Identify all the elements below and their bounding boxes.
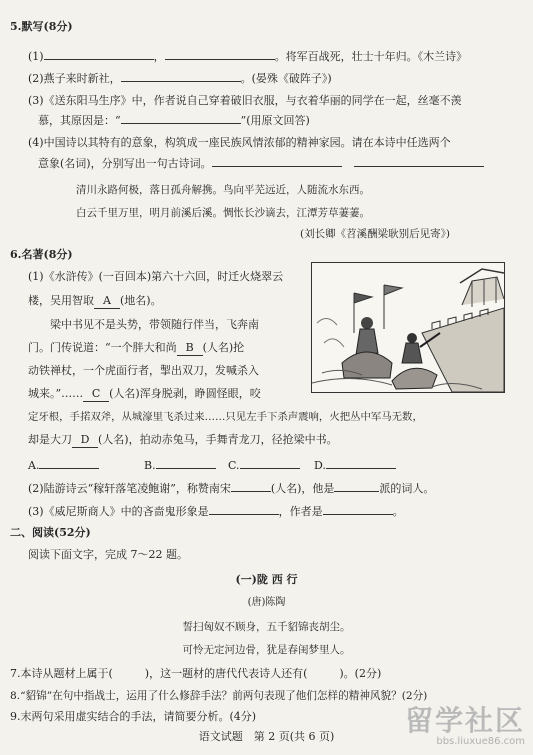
q5-line-3: (3)《送东阳马生序》中，作者说自己穿着破旧衣服，与衣着华丽的同学在一起，丝毫不羡 xyxy=(28,94,462,107)
q5-poem-line-1: 清川永路何极，落日孤舟解携。鸟向平芜远近，人随流水东西。 xyxy=(76,184,370,196)
answer-blank[interactable] xyxy=(39,457,99,469)
poem-line-2: 可怜无定河边骨，犹是春闺梦里人。 xyxy=(182,644,351,656)
watermark-url: bbs.liuxue86.com xyxy=(436,736,525,747)
answer-blank[interactable] xyxy=(121,70,241,82)
q6-line-8: 却是大刀 D (人名)，拍动赤兔马，手舞青龙刀，径抢梁中书。 xyxy=(28,433,338,446)
reading-intro: 阅读下面文字，完成 7～22 题。 xyxy=(28,548,188,561)
q8: 8.“貂锦”在句中指战士，运用了什么修辞手法？前两句表现了他们怎样的精神风貌？(2分) xyxy=(10,690,428,702)
answer-blank[interactable] xyxy=(113,666,145,677)
option-a: A. xyxy=(28,457,99,473)
q6-line-9: (2)陆游诗云“稼轩落笔凌鲍谢”，称赞南宋 (人名)，他是 派的词人。 xyxy=(28,482,435,495)
q5-line-3b: 慕，其原因是：“ ”(用原文回答) xyxy=(38,114,310,127)
q6-heading: 6.名著(8分) xyxy=(10,248,73,261)
poem-title: (一)陇 西 行 xyxy=(235,573,298,586)
answer-blank[interactable] xyxy=(156,457,216,469)
blank-D[interactable]: D xyxy=(72,433,98,448)
illustration-battle-scene xyxy=(311,262,505,393)
answer-blank[interactable] xyxy=(240,457,300,469)
answer-blank[interactable] xyxy=(307,666,339,677)
blank-B[interactable]: B xyxy=(177,341,203,356)
answer-blank[interactable] xyxy=(165,48,275,60)
answer-blank[interactable] xyxy=(326,457,396,469)
option-d: D. xyxy=(314,457,396,473)
blank-C[interactable]: C xyxy=(83,387,109,402)
answer-blank[interactable] xyxy=(121,112,241,124)
blank-A[interactable]: A xyxy=(94,294,120,309)
q6-line-1: (1)《水浒传》(一百回本)第六十六回，时迁火烧翠云 xyxy=(28,270,284,283)
answer-blank[interactable] xyxy=(334,480,379,492)
answer-blank[interactable] xyxy=(231,480,271,492)
watermark-main: 留学社区 xyxy=(404,704,525,737)
q5-line-4: (4)中国诗以其特有的意象，构筑成一座民族风情浓郁的精神家园。请在本诗中任选两个 xyxy=(28,136,451,149)
option-c: C. xyxy=(228,457,300,473)
poem-line-1: 誓扫匈奴不顾身，五千貂锦丧胡尘。 xyxy=(182,621,351,633)
q6-line-6: 城来。”…… C (人名)浑身脱剥，睁圆怪眼，咬 xyxy=(28,387,261,400)
q6-line-3: 梁中书见不是头势，带领随行伴当，飞奔南 xyxy=(50,318,259,331)
page-footer: 语文试题 第 2 页(共 6 页) xyxy=(198,730,335,743)
q5-poem-line-2: 白云千里万里，明月前溪后溪。惆怅长沙谪去，江潭芳草萋萋。 xyxy=(76,207,370,219)
answer-blank[interactable] xyxy=(354,155,484,167)
q5-line-4b: 意象(名词)，分别写出一句古诗词。 xyxy=(38,155,484,171)
q5-poem-source: (刘长卿《苕溪酬梁耿别后见寄》) xyxy=(300,228,450,240)
poem-author: (唐)陈陶 xyxy=(247,597,286,608)
option-b: B. xyxy=(144,457,216,473)
q5-heading: 5.默写(8分) xyxy=(10,20,73,33)
q6-line-5: 动铁禅杖，一个虎面行者，掣出双刀，发喊杀入 xyxy=(28,364,259,377)
watermark xyxy=(405,706,525,747)
answer-blank[interactable] xyxy=(212,155,342,167)
section-2-heading: 二、阅读(52分) xyxy=(10,526,91,539)
q5-line-2: (2)燕子来时新社， 。(晏殊《破阵子》) xyxy=(28,72,332,85)
q9: 9.末两句采用虚实结合的手法，请简要分析。(4分) xyxy=(10,710,257,723)
answer-blank[interactable] xyxy=(44,48,154,60)
q6-line-4: 门。门传说道：“一个胖大和尚 B (人名)抡 xyxy=(28,341,245,354)
battle-scene-image xyxy=(312,263,504,392)
q6-line-10: (3)《威尼斯商人》中的吝啬鬼形象是 ，作者是 。 xyxy=(28,505,404,518)
answer-blank[interactable] xyxy=(209,503,279,515)
answer-blank[interactable] xyxy=(323,503,393,515)
q5-line-1: (1) ， 。将军百战死，壮士十年归。《木兰诗》 xyxy=(28,50,468,63)
q7: 7.本诗从题材上属于( )，这一题材的唐代代表诗人还有( )。(2分) xyxy=(10,667,382,680)
q6-line-7: 定牙根，手掿双斧，从城濠里飞杀过来……只见左手下杀声震响，火把丛中军马无数， xyxy=(28,411,423,423)
q6-line-2: 楼，吴用智取 A (地名)。 xyxy=(28,294,162,307)
